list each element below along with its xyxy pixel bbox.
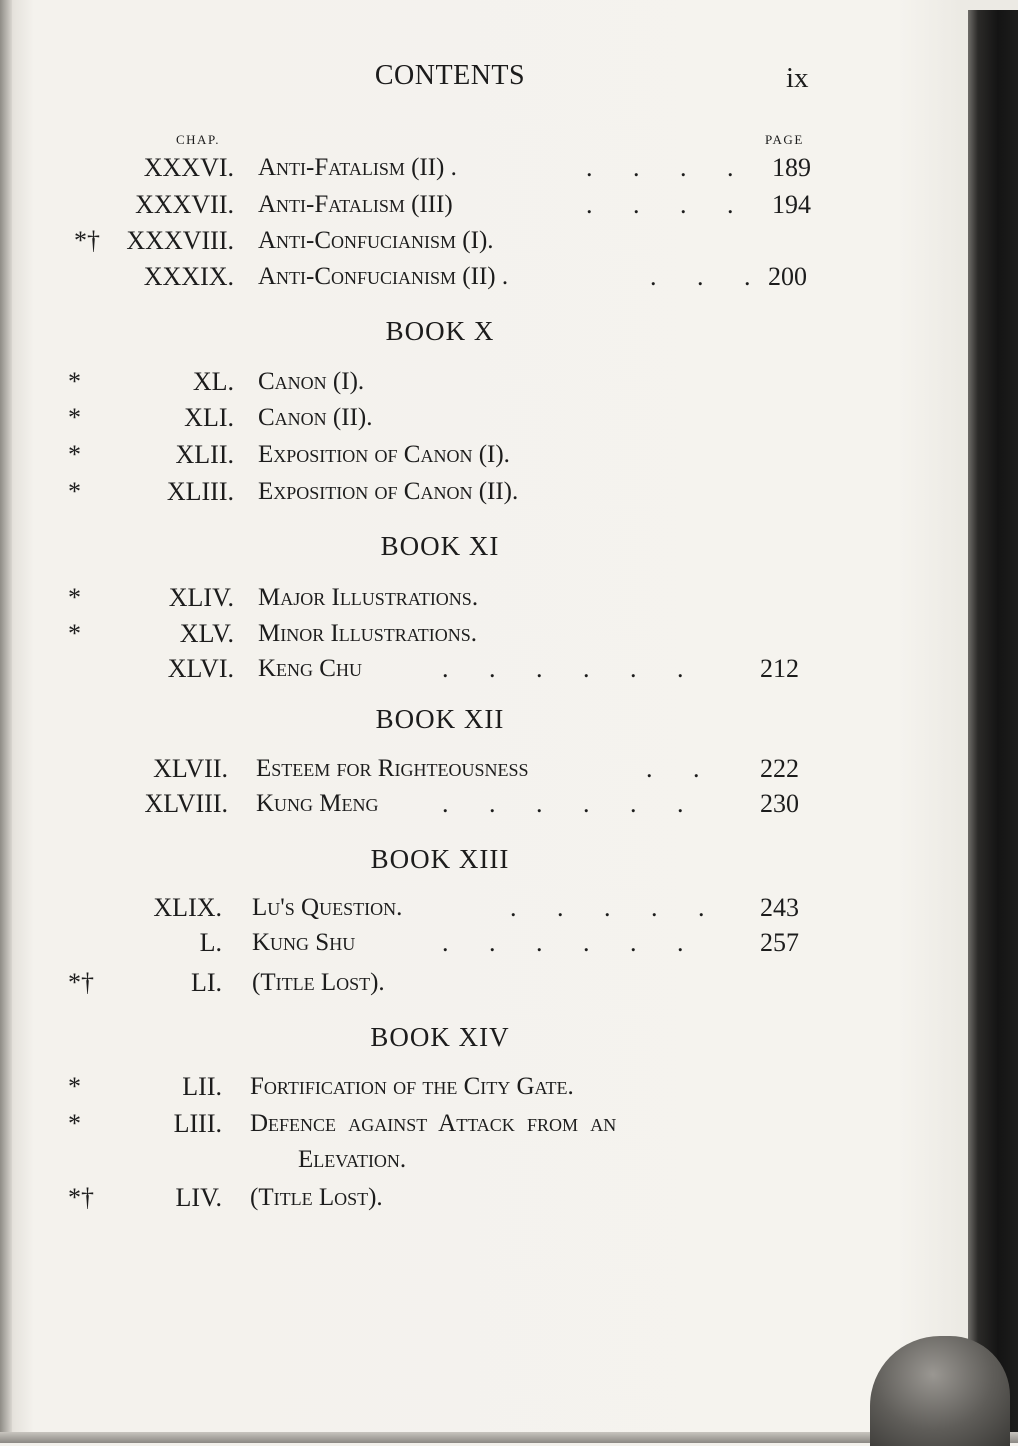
entry-mark: * (68, 619, 81, 648)
book-spine-edge (968, 10, 1018, 1443)
leader-dots: . . . . . . (442, 654, 684, 683)
toc-entry (0, 1106, 968, 1173)
toc-entry (0, 223, 968, 259)
chapter-number: XLVI. (167, 654, 234, 683)
toc-entry (0, 1069, 968, 1105)
chapter-number: XLVII. (153, 754, 228, 783)
book-heading: BOOK XIII (370, 844, 510, 874)
chapter-title: Keng Chu (258, 655, 362, 682)
chapter-number: LIII. (173, 1109, 222, 1138)
toc-entry (0, 150, 968, 186)
chapter-number: L. (199, 928, 222, 957)
chapter-number: XLVIII. (144, 789, 228, 818)
toc-entry (0, 580, 968, 616)
chapter-title: Kung Meng (256, 790, 379, 817)
toc-entry (0, 259, 968, 295)
page-ref: 257 (760, 928, 799, 957)
leader-dots: . . . . . . (442, 928, 684, 957)
chapter-title: Esteem for Righteousness (256, 755, 529, 782)
chapter-title: Fortification of the City Gate. (250, 1073, 574, 1100)
book-heading: BOOK XIV (370, 1022, 510, 1052)
leader-dots: . . . . . (510, 893, 705, 922)
chapter-title: Anti-Confucianism (I). (258, 227, 494, 254)
chapter-number: XLIV. (168, 583, 234, 612)
page-ref: 194 (772, 190, 811, 219)
leader-dots: . . . (650, 262, 751, 291)
entry-mark: * (68, 477, 81, 506)
page-ref: 200 (768, 262, 807, 291)
entry-mark: * (68, 583, 81, 612)
chapter-number: XL. (192, 367, 234, 396)
chapter-title: Canon (II). (258, 404, 373, 431)
book-heading: BOOK XII (375, 704, 505, 734)
chapter-title: Exposition of Canon (II). (258, 478, 519, 505)
page-ref: 243 (760, 893, 799, 922)
entry-mark: * (68, 403, 81, 432)
toc-entry (0, 786, 968, 822)
chapter-number: LI. (190, 968, 222, 997)
entry-mark: *† (74, 226, 100, 255)
chapter-number: XXXVI. (143, 153, 234, 182)
book-heading: BOOK XI (380, 531, 500, 561)
toc-entry (0, 364, 968, 400)
page-number: ix (786, 62, 809, 94)
page-ref: 189 (772, 153, 811, 182)
chapter-number: LII. (182, 1072, 222, 1101)
entry-mark: *† (68, 968, 94, 997)
leader-dots: . . . . . . (442, 789, 684, 818)
toc-entry (0, 751, 968, 787)
chapter-number: XLV. (179, 619, 234, 648)
chapter-title: Major Illustrations. (258, 584, 479, 611)
page-title: CONTENTS (374, 60, 526, 91)
toc-entry (0, 187, 968, 223)
page-ref: 212 (760, 654, 799, 683)
chapter-title: Anti-Fatalism (II) . (258, 154, 457, 181)
leader-dots: . . (646, 754, 700, 783)
chapter-number: XLII. (175, 440, 234, 469)
chapter-title: Minor Illustrations. (258, 620, 478, 647)
chapter-title: Anti-Fatalism (III) (258, 191, 453, 218)
chapter-number: XLIII. (166, 477, 234, 506)
toc-entry (0, 474, 968, 510)
entry-mark: * (68, 440, 81, 469)
chapter-number: XLIX. (153, 893, 222, 922)
toc-entry (0, 616, 968, 652)
entry-mark: * (68, 367, 81, 396)
page-ref: 222 (760, 754, 799, 783)
chapter-title: (Title Lost). (252, 969, 385, 996)
page-column-label: PAGE (765, 132, 804, 147)
chapter-title: Lu's Question. (252, 894, 403, 921)
chapter-title-continuation: Elevation. (298, 1146, 407, 1173)
leader-dots: . . . . (586, 153, 734, 182)
entry-mark: * (68, 1109, 81, 1138)
leader-dots: . . . . (586, 190, 734, 219)
toc-entry (0, 437, 968, 473)
chapter-number: XXXVIII. (126, 226, 234, 255)
toc-entry (0, 890, 968, 926)
page-bottom-edge (0, 1432, 1018, 1443)
book-heading: BOOK X (385, 316, 495, 346)
chapter-title: Kung Shu (252, 929, 356, 956)
chapter-column-label: CHAP. (176, 132, 220, 147)
chapter-number: XXXIX. (143, 262, 234, 291)
thumb-photo (870, 1336, 1010, 1446)
toc-entry (0, 1180, 968, 1216)
toc-entry (0, 400, 968, 436)
entry-mark: * (68, 1072, 81, 1101)
chapter-number: XXXVII. (135, 190, 234, 219)
chapter-title: Anti-Confucianism (II) . (258, 263, 509, 290)
chapter-number: LIV. (175, 1183, 222, 1212)
chapter-number: XLI. (184, 403, 234, 432)
toc-entry (0, 925, 968, 961)
chapter-title: Canon (I). (258, 368, 365, 395)
chapter-title: (Title Lost). (250, 1184, 383, 1211)
entry-mark: *† (68, 1183, 94, 1212)
chapter-title: Defence against Attack from an (250, 1110, 617, 1137)
toc-entry (0, 965, 968, 1001)
toc-entry (0, 651, 968, 687)
page-ref: 230 (760, 789, 799, 818)
chapter-title: Exposition of Canon (I). (258, 441, 510, 468)
